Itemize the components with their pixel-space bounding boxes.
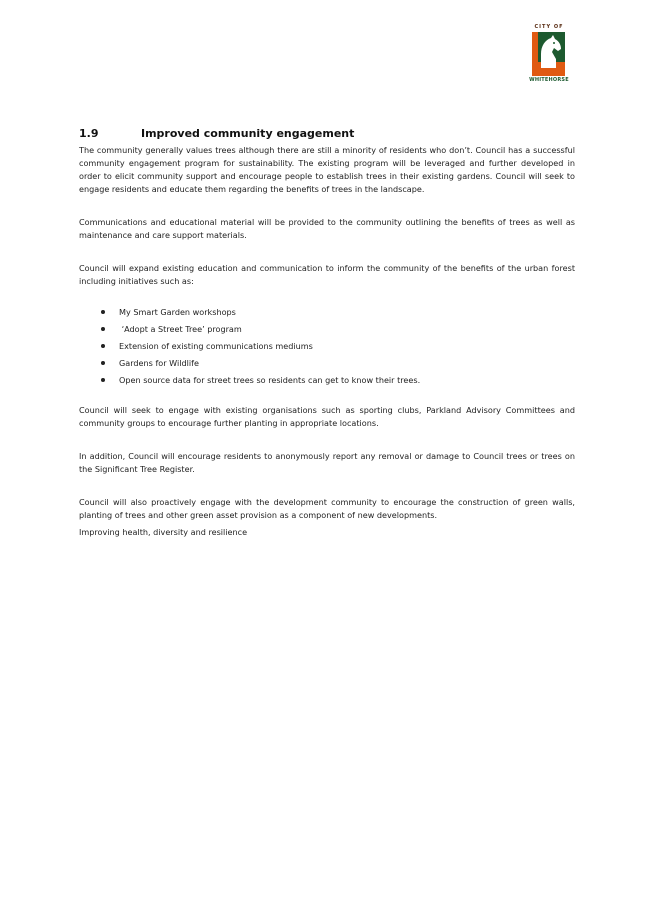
paragraph-development: Council will also proactively engage with the development community to encourage the construction of green walls, planting of trees and other green asset provision as a component of new developments. [79,497,575,520]
paragraph-community-values: The community generally values trees although there are still a minority of residents who don’t. Council has a successful community engagement program for sustainability. The existing program will be leveraged and further developed in order to elicit community support and encourage people to establish trees in their existing gardens. Council will seek to engage residents and educate them regarding the benefits of trees in the landscape. [79,145,575,194]
city-of-whitehorse-logo [529,24,569,86]
section-number: 1.9 [79,127,99,140]
bullet-icon [101,310,105,314]
logo-bottom-text: WHITEHORSE [529,77,569,83]
section-heading [79,126,575,142]
initiatives-list [79,304,575,389]
bullet-icon [101,327,105,331]
paragraph-education-intro: Council will expand existing education and communication to inform the community of the benefits of the urban forest including initiatives such as: [79,263,575,286]
list-item: My Smart Garden workshops [79,304,575,321]
paragraph-reporting: In addition, Council will encourage residents to anonymously report any removal or damage to Council trees or trees on the Significant Tree Register. [79,451,575,474]
logo-top-text: CITY OF [534,24,564,30]
horse-emblem-icon [532,32,565,76]
list-item: ‘Adopt a Street Tree’ program [79,321,575,338]
next-section-heading-text: Improving health, diversity and resilience [79,527,248,537]
paragraph-communications: Communications and educational material will be provided to the community outlining the benefits of trees as well as maintenance and care support materials. [79,217,575,240]
paragraph-organisations: Council will seek to engage with existing organisations such as sporting clubs, Parkland Advisory Committees and community groups to encourage further planting in appropriate locations. [79,405,575,428]
bullet-icon [101,344,105,348]
document-body [79,126,575,539]
bullet-icon [101,378,105,382]
list-item: Open source data for street trees so residents can get to know their trees. [79,372,575,389]
list-item: Extension of existing communications mediums [79,338,575,355]
section-title: Improved community engagement [141,127,355,140]
list-item: Gardens for Wildlife [79,355,575,372]
bullet-icon [101,361,105,365]
